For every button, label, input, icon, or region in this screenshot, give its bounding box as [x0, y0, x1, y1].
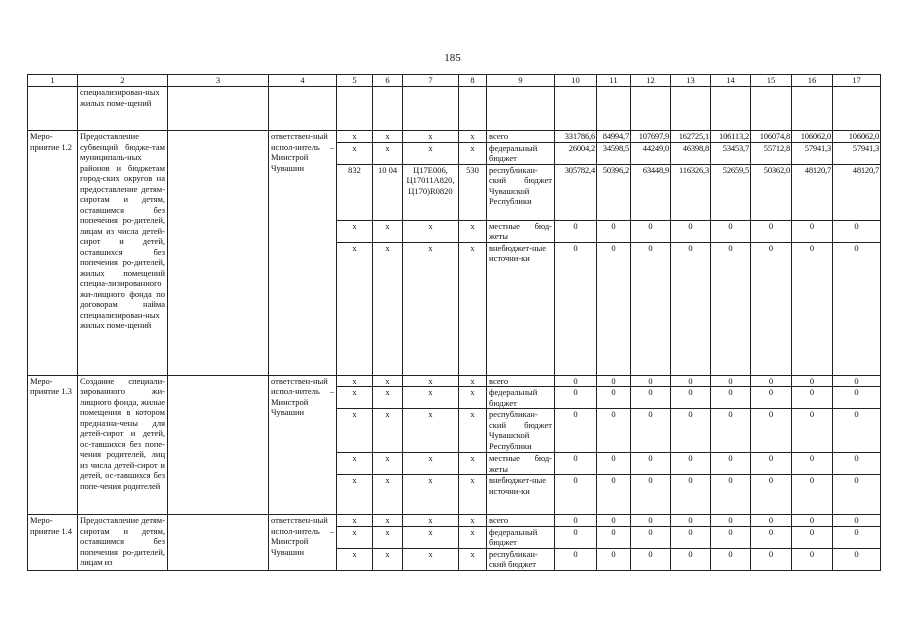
amount-cell: 0 — [631, 220, 671, 242]
code-cell-c6: x — [373, 453, 403, 475]
amount-cell: 0 — [751, 387, 792, 409]
code-cell-c8: x — [459, 526, 487, 548]
empty-cell — [671, 87, 711, 131]
amount-cell: 50362,0 — [751, 164, 792, 220]
funding-source-cell: федеральный бюджет — [487, 387, 555, 409]
header-cell: 6 — [373, 75, 403, 87]
amount-cell: 0 — [711, 526, 751, 548]
amount-cell: 0 — [671, 409, 711, 453]
header-cell: 16 — [792, 75, 833, 87]
amount-cell: 55712,8 — [751, 142, 792, 164]
amount-cell: 53453,7 — [711, 142, 751, 164]
executor-cell: ответствен-ный испол-нитель – Минстрой Чувашии — [269, 515, 337, 571]
code-cell-c6: x — [373, 526, 403, 548]
code-cell-c8: x — [459, 375, 487, 387]
code-cell-c8: x — [459, 548, 487, 570]
amount-cell: 52659,5 — [711, 164, 751, 220]
header-cell: 11 — [597, 75, 631, 87]
code-cell-c7: x — [403, 375, 459, 387]
amount-cell: 0 — [631, 515, 671, 527]
amount-cell: 0 — [751, 220, 792, 242]
code-cell-c5: x — [337, 548, 373, 570]
amount-cell: 0 — [671, 375, 711, 387]
empty-cell — [555, 87, 597, 131]
budget-row — [28, 515, 881, 527]
amount-cell: 0 — [555, 526, 597, 548]
amount-cell: 0 — [555, 387, 597, 409]
amount-cell: 0 — [555, 475, 597, 515]
code-cell-c6: x — [373, 220, 403, 242]
executor-cell: ответствен-ный испол-нитель – Минстрой Чувашии — [269, 131, 337, 376]
header-row — [28, 75, 881, 87]
amount-cell: 0 — [711, 475, 751, 515]
code-cell-c5: x — [337, 220, 373, 242]
amount-cell: 48120,7 — [833, 164, 881, 220]
code-cell-c8: x — [459, 387, 487, 409]
amount-cell: 0 — [597, 548, 631, 570]
code-cell-c5: x — [337, 453, 373, 475]
amount-cell: 0 — [597, 375, 631, 387]
code-cell-c7: x — [403, 515, 459, 527]
code-cell-c6: 10 04 — [373, 164, 403, 220]
event-description-cell: Создание специали-зированного жи-лищного фонда, жилые помещения в котором предназна-чены для детей-сирот и детей, ос-тавшихся без попе-чения родителей, лиц из числа детей-сирот и детей, ос-тавшихся без попе-чения родителей — [78, 375, 168, 515]
amount-cell: 0 — [555, 409, 597, 453]
event-label-cell — [28, 87, 78, 131]
amount-cell: 0 — [792, 220, 833, 242]
amount-cell: 0 — [833, 242, 881, 375]
amount-cell: 0 — [711, 453, 751, 475]
event-label-cell: Меро-приятие 1.4 — [28, 515, 78, 571]
empty-cell — [597, 87, 631, 131]
code-cell-c7: Ц17Е006, Ц17011А820, Ц170)R0820 — [403, 164, 459, 220]
code-cell-c6: x — [373, 242, 403, 375]
code-cell-c6: x — [373, 387, 403, 409]
page-number: 185 — [444, 52, 461, 64]
amount-cell: 0 — [555, 375, 597, 387]
code-cell-c5: x — [337, 375, 373, 387]
empty-cell — [403, 87, 459, 131]
header-cell: 13 — [671, 75, 711, 87]
amount-cell: 106062,0 — [792, 131, 833, 143]
funding-source-cell: местные бюд-жеты — [487, 453, 555, 475]
empty-cell — [168, 87, 269, 131]
amount-cell: 0 — [597, 515, 631, 527]
code-cell-c7: x — [403, 387, 459, 409]
funding-source-cell: федеральный бюджет — [487, 526, 555, 548]
responsible-empty-cell — [168, 515, 269, 571]
amount-cell: 106074,8 — [751, 131, 792, 143]
funding-source-cell: внебюджет-ные источни-ки — [487, 475, 555, 515]
amount-cell: 0 — [671, 515, 711, 527]
amount-cell: 0 — [711, 409, 751, 453]
amount-cell: 0 — [833, 475, 881, 515]
amount-cell: 0 — [631, 242, 671, 375]
amount-cell: 0 — [597, 242, 631, 375]
code-cell-c8: x — [459, 242, 487, 375]
code-cell-c6: x — [373, 142, 403, 164]
amount-cell: 0 — [631, 526, 671, 548]
header-cell: 1 — [28, 75, 78, 87]
amount-cell: 0 — [555, 548, 597, 570]
code-cell-c8: x — [459, 409, 487, 453]
amount-cell: 0 — [833, 548, 881, 570]
amount-cell: 116326,3 — [671, 164, 711, 220]
amount-cell: 0 — [792, 387, 833, 409]
responsible-empty-cell — [168, 131, 269, 376]
amount-cell: 0 — [792, 409, 833, 453]
code-cell-c5: x — [337, 475, 373, 515]
empty-cell — [373, 87, 403, 131]
amount-cell: 0 — [631, 409, 671, 453]
amount-cell: 0 — [711, 548, 751, 570]
code-cell-c8: x — [459, 475, 487, 515]
amount-cell: 0 — [555, 515, 597, 527]
amount-cell: 0 — [597, 387, 631, 409]
code-cell-c5: x — [337, 515, 373, 527]
header-cell: 8 — [459, 75, 487, 87]
amount-cell: 0 — [597, 220, 631, 242]
empty-cell — [631, 87, 671, 131]
amount-cell: 0 — [711, 375, 751, 387]
event-description-cell: Предоставление субвенций бюдже-там муниципаль-ных районов и бюджетам город-ских округов на предоставление детям-сиротам и детям, оставшимся без попечения ро-дителей, лицам из числа детей-сирот и детей, оставшихся без попечения ро-дителей, жилых помещений специа-лизированного жи-лищного фонда по договорам найма специализирован-ных жилых поме-щений — [78, 131, 168, 376]
amount-cell: 106062,0 — [833, 131, 881, 143]
funding-source-cell: всего — [487, 131, 555, 143]
amount-cell: 46398,8 — [671, 142, 711, 164]
code-cell-c5: x — [337, 526, 373, 548]
amount-cell: 0 — [671, 242, 711, 375]
code-cell-c7: x — [403, 409, 459, 453]
amount-cell: 0 — [751, 526, 792, 548]
amount-cell: 0 — [833, 220, 881, 242]
code-cell-c5: x — [337, 131, 373, 143]
code-cell-c8: x — [459, 131, 487, 143]
amount-cell: 0 — [833, 515, 881, 527]
amount-cell: 57941,3 — [792, 142, 833, 164]
amount-cell: 162725,1 — [671, 131, 711, 143]
amount-cell: 0 — [751, 548, 792, 570]
amount-cell: 0 — [833, 375, 881, 387]
funding-source-cell: федеральный бюджет — [487, 142, 555, 164]
code-cell-c7: x — [403, 475, 459, 515]
amount-cell: 0 — [792, 475, 833, 515]
amount-cell: 0 — [792, 375, 833, 387]
code-cell-c6: x — [373, 548, 403, 570]
amount-cell: 0 — [671, 220, 711, 242]
event-label-cell: Меро-приятие 1.2 — [28, 131, 78, 376]
amount-cell: 0 — [751, 475, 792, 515]
header-cell: 2 — [78, 75, 168, 87]
code-cell-c7: x — [403, 242, 459, 375]
amount-cell: 0 — [711, 515, 751, 527]
funding-source-cell: всего — [487, 375, 555, 387]
amount-cell: 0 — [751, 242, 792, 375]
amount-cell: 0 — [751, 409, 792, 453]
code-cell-c5: x — [337, 242, 373, 375]
amount-cell: 0 — [597, 453, 631, 475]
header-cell: 4 — [269, 75, 337, 87]
empty-cell — [833, 87, 881, 131]
code-cell-c7: x — [403, 142, 459, 164]
header-cell: 5 — [337, 75, 373, 87]
code-cell-c5: x — [337, 142, 373, 164]
code-cell-c6: x — [373, 131, 403, 143]
amount-cell: 0 — [671, 548, 711, 570]
amount-cell: 0 — [631, 475, 671, 515]
code-cell-c8: 530 — [459, 164, 487, 220]
amount-cell: 0 — [751, 515, 792, 527]
funding-source-cell: местные бюд-жеты — [487, 220, 555, 242]
code-cell-c8: x — [459, 453, 487, 475]
header-cell: 12 — [631, 75, 671, 87]
header-cell: 14 — [711, 75, 751, 87]
amount-cell: 48120,7 — [792, 164, 833, 220]
code-cell-c8: x — [459, 220, 487, 242]
code-cell-c7: x — [403, 131, 459, 143]
funding-source-cell: всего — [487, 515, 555, 527]
amount-cell: 0 — [631, 548, 671, 570]
empty-cell — [459, 87, 487, 131]
code-cell-c6: x — [373, 475, 403, 515]
amount-cell: 0 — [792, 526, 833, 548]
code-cell-c7: x — [403, 453, 459, 475]
header-cell: 3 — [168, 75, 269, 87]
code-cell-c5: x — [337, 387, 373, 409]
executor-cell: ответствен-ный испол-нитель – Минстрой Чувашии — [269, 375, 337, 515]
amount-cell: 50396,2 — [597, 164, 631, 220]
header-cell: 17 — [833, 75, 881, 87]
executor-cell — [269, 87, 337, 131]
amount-cell: 0 — [555, 220, 597, 242]
amount-cell: 0 — [833, 387, 881, 409]
amount-cell: 0 — [711, 220, 751, 242]
amount-cell: 0 — [631, 387, 671, 409]
code-cell-c8: x — [459, 142, 487, 164]
amount-cell: 44249,0 — [631, 142, 671, 164]
code-cell-c6: x — [373, 515, 403, 527]
amount-cell: 0 — [671, 387, 711, 409]
code-cell-c8: x — [459, 515, 487, 527]
amount-cell: 107697,9 — [631, 131, 671, 143]
amount-cell: 0 — [631, 453, 671, 475]
amount-cell: 0 — [833, 409, 881, 453]
amount-cell: 0 — [751, 375, 792, 387]
budget-row — [28, 375, 881, 387]
empty-cell — [751, 87, 792, 131]
empty-cell — [487, 87, 555, 131]
amount-cell: 34598,5 — [597, 142, 631, 164]
header-cell: 15 — [751, 75, 792, 87]
amount-cell: 0 — [711, 242, 751, 375]
budget-row — [28, 131, 881, 143]
code-cell-c6: x — [373, 375, 403, 387]
event-description-cell: Предоставление детям-сиротам и детям, оставшимся без попечения ро-дителей, лицам из — [78, 515, 168, 571]
amount-cell: 0 — [833, 453, 881, 475]
amount-cell: 0 — [555, 453, 597, 475]
event-description: специализирован-ных жилых поме-щений — [78, 87, 168, 131]
amount-cell: 0 — [671, 475, 711, 515]
empty-cell — [337, 87, 373, 131]
header-cell: 9 — [487, 75, 555, 87]
amount-cell: 305782,4 — [555, 164, 597, 220]
amount-cell: 0 — [597, 526, 631, 548]
funding-source-cell: внебюджет-ные источни-ки — [487, 242, 555, 375]
empty-cell — [711, 87, 751, 131]
amount-cell: 0 — [711, 387, 751, 409]
empty-cell — [792, 87, 833, 131]
amount-cell: 63448,9 — [631, 164, 671, 220]
amount-cell: 0 — [597, 475, 631, 515]
code-cell-c7: x — [403, 526, 459, 548]
code-cell-c5: x — [337, 409, 373, 453]
amount-cell: 0 — [555, 242, 597, 375]
header-cell: 7 — [403, 75, 459, 87]
amount-cell: 84994,7 — [597, 131, 631, 143]
amount-cell: 0 — [792, 548, 833, 570]
amount-cell: 0 — [792, 453, 833, 475]
funding-source-cell: республикан-ский бюджет Чувашской Республики — [487, 409, 555, 453]
continuation-row — [28, 87, 881, 131]
amount-cell: 0 — [671, 453, 711, 475]
code-cell-c7: x — [403, 220, 459, 242]
amount-cell: 0 — [792, 515, 833, 527]
amount-cell: 0 — [597, 409, 631, 453]
amount-cell: 0 — [792, 242, 833, 375]
amount-cell: 26004,2 — [555, 142, 597, 164]
funding-source-cell: республикан-ский бюджет Чувашской Республики — [487, 164, 555, 220]
amount-cell: 106113,2 — [711, 131, 751, 143]
amount-cell: 0 — [751, 453, 792, 475]
budget-table — [27, 74, 881, 571]
amount-cell: 0 — [833, 526, 881, 548]
code-cell-c6: x — [373, 409, 403, 453]
header-cell: 10 — [555, 75, 597, 87]
funding-source-cell: республикан-ский бюджет — [487, 548, 555, 570]
code-cell-c5: 832 — [337, 164, 373, 220]
code-cell-c7: x — [403, 548, 459, 570]
event-label-cell: Меро-приятие 1.3 — [28, 375, 78, 515]
amount-cell: 57941,3 — [833, 142, 881, 164]
responsible-empty-cell — [168, 375, 269, 515]
amount-cell: 0 — [631, 375, 671, 387]
amount-cell: 0 — [671, 526, 711, 548]
amount-cell: 331786,6 — [555, 131, 597, 143]
